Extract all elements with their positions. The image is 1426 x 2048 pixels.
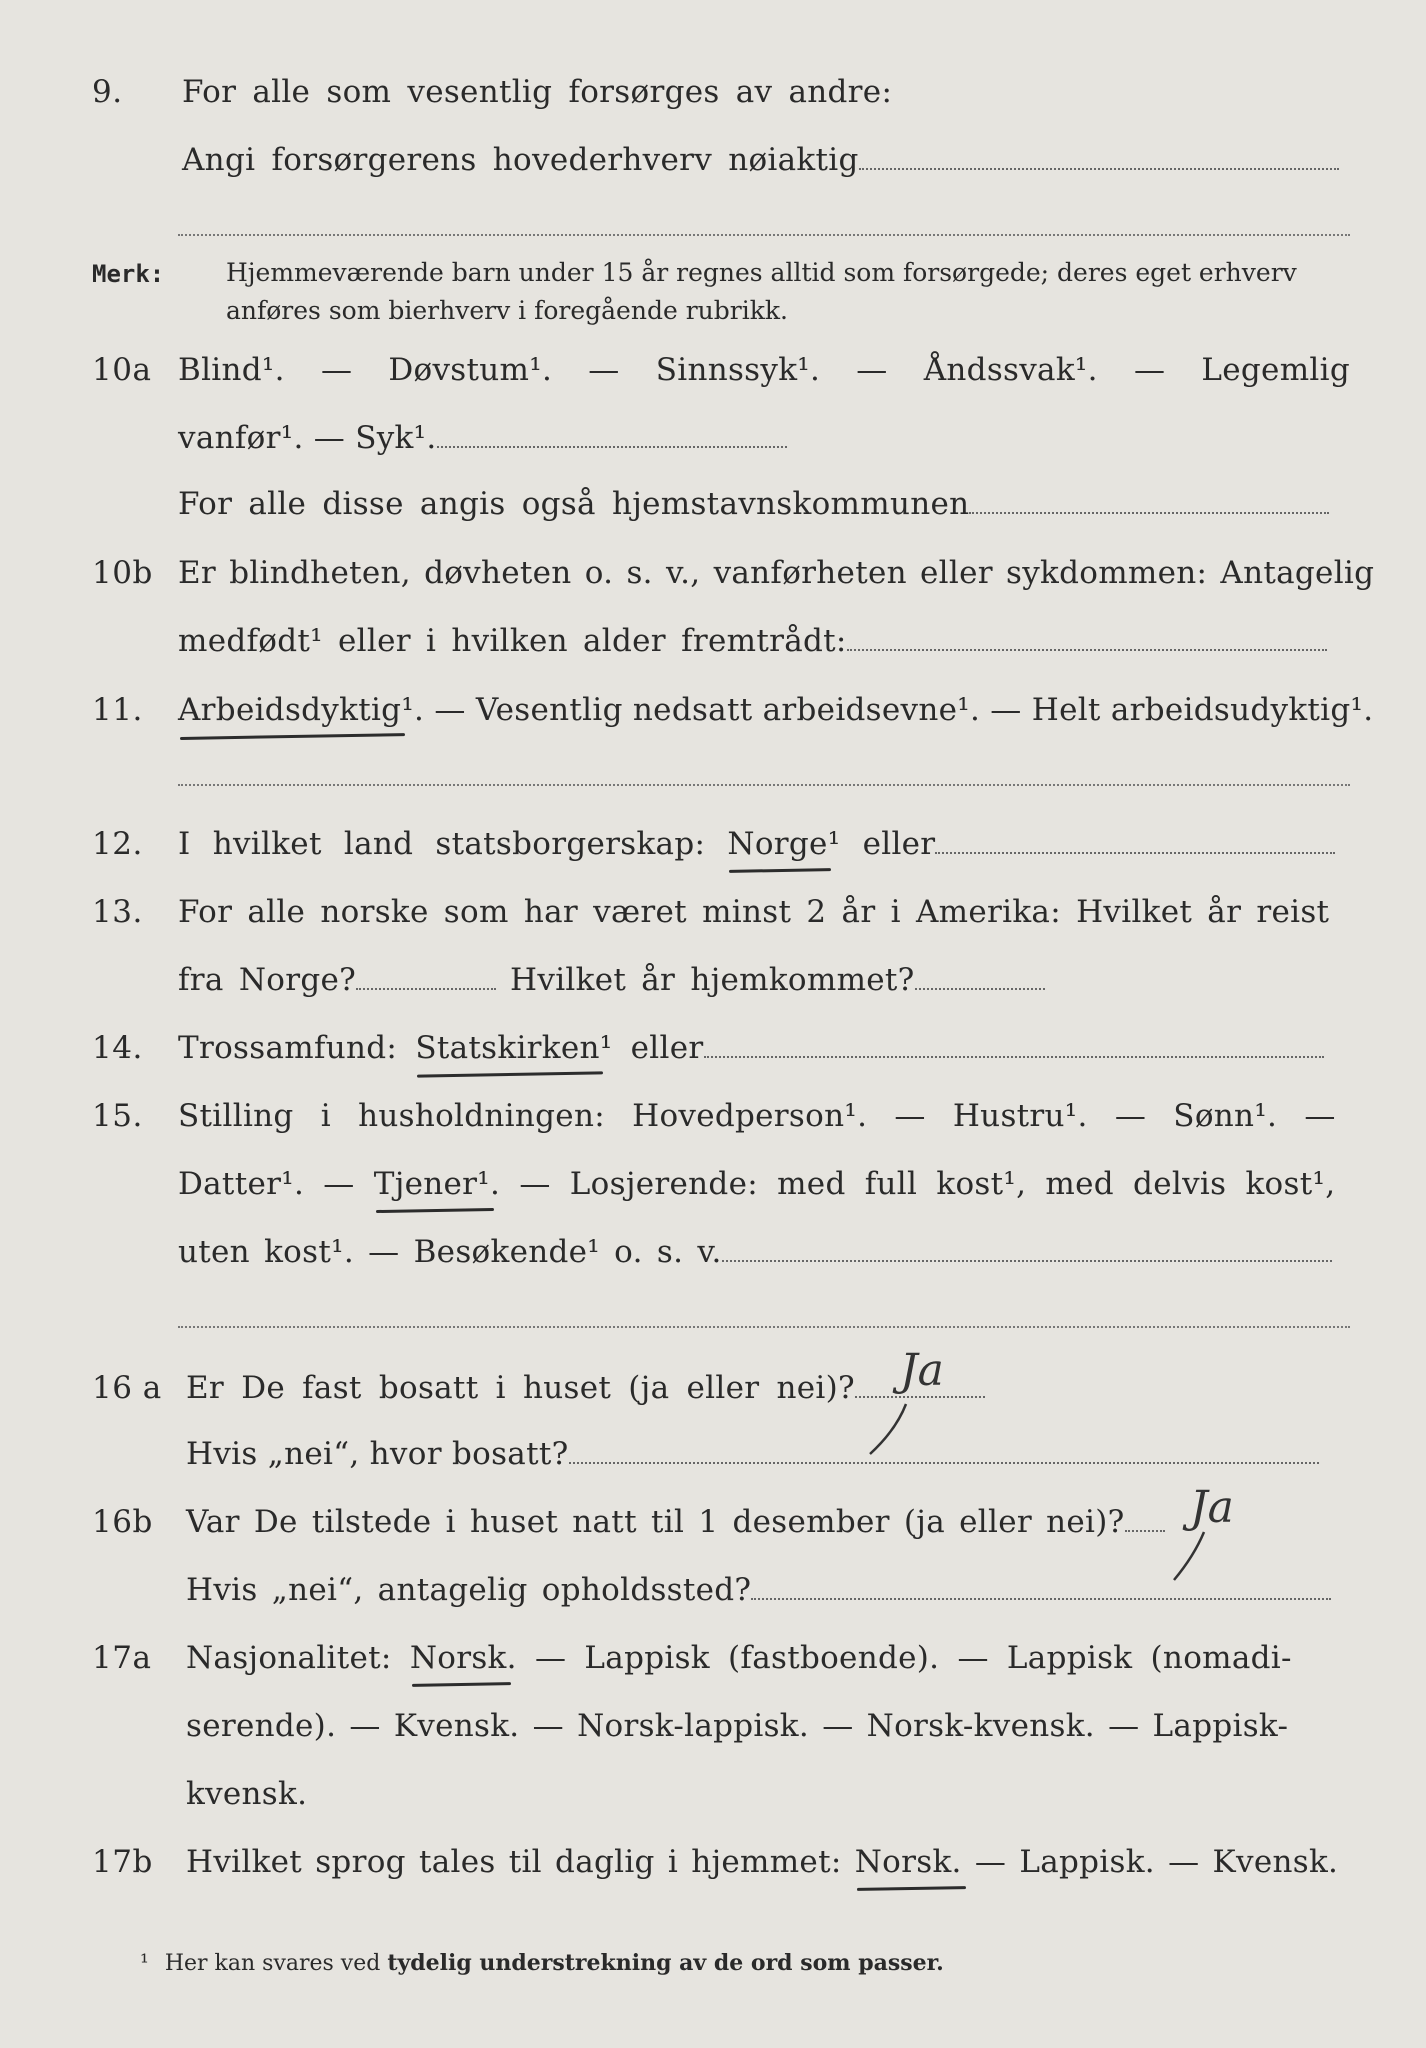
question-10b-line-2 bbox=[178, 623, 1327, 659]
question-10a-line-1 bbox=[178, 352, 1350, 388]
sprog-label: Hvilket sprog tales til daglig i hjemmet: bbox=[186, 1844, 842, 1880]
nasjonalitet-options: . — Lappisk (fastboende). — Lappisk (nomadi- bbox=[506, 1640, 1292, 1676]
alder-label: medfødt¹ eller i hvilken alder fremtrådt: bbox=[178, 623, 847, 659]
nasjonalitet-label: Nasjonalitet: bbox=[186, 1640, 392, 1676]
answer-line[interactable] bbox=[859, 167, 1339, 170]
question-10a-line-3 bbox=[178, 486, 1329, 522]
question-number: 9. bbox=[92, 74, 123, 110]
handwritten-answer-ja: Ja bbox=[1190, 1482, 1234, 1533]
answer-line[interactable] bbox=[751, 1597, 1331, 1600]
hjemkommet-label: Hvilket år hjemkommet? bbox=[510, 962, 915, 998]
footnote-bold-text: tydelig understrekning av de ord som passer. bbox=[387, 1950, 944, 1976]
losjerende-options: . — Losjerende: med full kost¹, med delvis kost¹, bbox=[490, 1166, 1336, 1202]
question-16b-line-2 bbox=[186, 1572, 1331, 1608]
question-14-label: Trossamfund: bbox=[178, 1030, 398, 1066]
question-number: 10b bbox=[92, 555, 153, 591]
question-10a-line-2 bbox=[178, 420, 787, 456]
question-number: 11. bbox=[92, 692, 143, 728]
tilstede-label: Var De tilstede i huset natt til 1 desember (ja eller nei)? bbox=[186, 1504, 1125, 1540]
dash: — bbox=[320, 352, 353, 388]
question-12-label: I hvilket land statsborgerskap: bbox=[178, 826, 706, 862]
option-blind: Blind¹. bbox=[178, 352, 285, 388]
answer-line[interactable] bbox=[437, 445, 787, 448]
option-legemlig: Legemlig bbox=[1201, 352, 1350, 388]
answer-underlined-arbeidsdyktig[interactable]: Arbeidsdyktig bbox=[178, 692, 402, 728]
footnote-text: Her kan svares ved bbox=[164, 1951, 381, 1976]
answer-line[interactable] bbox=[847, 648, 1327, 651]
question-number: 13. bbox=[92, 894, 143, 930]
question-number: 10a bbox=[92, 352, 152, 388]
question-12-line bbox=[178, 826, 1335, 862]
question-15-line-3 bbox=[178, 1234, 1332, 1270]
question-13-line-1: For alle norske som har været minst 2 år i Amerika: Hvilket år reist bbox=[178, 894, 1330, 930]
question-17a-line-1 bbox=[186, 1640, 1292, 1676]
question-13-line-2 bbox=[178, 962, 1045, 998]
option-andssvak: Åndssvak¹. bbox=[923, 352, 1098, 388]
question-number: 15. bbox=[92, 1098, 143, 1134]
answer-line[interactable] bbox=[915, 987, 1045, 990]
option-datter: Datter¹. — bbox=[178, 1166, 355, 1202]
answer-underlined-tjener[interactable]: Tjener¹ bbox=[373, 1166, 491, 1202]
sprog-options: — Lappisk. — Kvensk. bbox=[974, 1844, 1339, 1880]
answer-underlined-norge[interactable]: Norge bbox=[727, 826, 828, 862]
question-17b-line bbox=[186, 1844, 1338, 1880]
question-16a-line-2 bbox=[186, 1436, 1319, 1472]
answer-line[interactable] bbox=[969, 511, 1329, 514]
question-number: 17b bbox=[92, 1844, 153, 1880]
dash: — bbox=[588, 352, 620, 388]
footnote-mark: ¹ bbox=[140, 1951, 149, 1976]
besokende-options: uten kost¹. — Besøkende¹ o. s. v. bbox=[178, 1234, 722, 1270]
answer-line[interactable] bbox=[935, 851, 1335, 854]
hjemstavn-label: For alle disse angis også hjemstavnskommunen bbox=[178, 486, 970, 522]
handwritten-answer-ja: Ja bbox=[900, 1345, 944, 1396]
question-10b-line-1: Er blindheten, døvheten o. s. v., vanførheten eller sykdommen: Antagelig bbox=[178, 555, 1375, 591]
answer-line[interactable] bbox=[356, 987, 496, 990]
dash: — bbox=[856, 352, 888, 388]
reist-label: fra Norge? bbox=[178, 962, 357, 998]
answer-line[interactable] bbox=[178, 784, 1350, 786]
answer-underlined-norsk[interactable]: Norsk bbox=[409, 1640, 507, 1676]
footnote bbox=[140, 1950, 944, 1976]
question-9-line-2 bbox=[182, 142, 1339, 178]
question-11-options: ¹. — Vesentlig nedsatt arbeidsevne¹. — Helt arbeidsudyktig¹. bbox=[401, 692, 1374, 728]
question-number: 14. bbox=[92, 1030, 143, 1066]
question-number: 16 a bbox=[92, 1370, 162, 1406]
question-14-line bbox=[178, 1030, 1324, 1066]
option-vanfor-syk: vanfør¹. — Syk¹. bbox=[178, 420, 437, 456]
dash: — bbox=[1133, 352, 1166, 388]
question-11-line bbox=[178, 692, 1373, 728]
answer-underlined-statskirken[interactable]: Statskirken bbox=[415, 1030, 600, 1066]
answer-underlined-norsk[interactable]: Norsk. bbox=[854, 1844, 962, 1880]
question-15-line-2 bbox=[178, 1166, 1335, 1202]
answer-line[interactable] bbox=[722, 1259, 1332, 1262]
question-15-line-1: Stilling i husholdningen: Hovedperson¹. — Hustru¹. — Sønn¹. — bbox=[178, 1098, 1336, 1134]
question-number: 12. bbox=[92, 826, 143, 862]
option-sinnssyk: Sinnssyk¹. bbox=[655, 352, 821, 388]
question-number: 17a bbox=[92, 1640, 152, 1676]
question-16b-line-1 bbox=[186, 1504, 1165, 1540]
note-line-2: anføres som bierhverv i foregående rubrikk. bbox=[226, 296, 788, 325]
question-17a-line-2: serende). — Kvensk. — Norsk-lappisk. — Norsk-kvensk. — Lappisk- bbox=[186, 1708, 1289, 1744]
question-number: 16b bbox=[92, 1504, 153, 1540]
hvor-bosatt-label: Hvis „nei“, hvor bosatt? bbox=[186, 1436, 569, 1472]
answer-line[interactable] bbox=[178, 1326, 1350, 1328]
note-line-1: Hjemmeværende barn under 15 år regnes alltid som forsørgede; deres eget erhverv bbox=[226, 258, 1297, 287]
bosatt-label: Er De fast bosatt i huset (ja eller nei)? bbox=[186, 1370, 855, 1406]
opholdssted-label: Hvis „nei“, antagelig opholdssted? bbox=[186, 1572, 752, 1608]
question-17a-line-3: kvensk. bbox=[186, 1776, 308, 1812]
question-9-line-1: For alle som vesentlig forsørges av andre: bbox=[182, 74, 893, 110]
question-12-eller: ¹ eller bbox=[827, 826, 936, 862]
option-dovstum: Døvstum¹. bbox=[388, 352, 553, 388]
answer-line[interactable] bbox=[704, 1055, 1324, 1058]
answer-line[interactable] bbox=[569, 1461, 1319, 1464]
note-label: Merk: bbox=[92, 260, 165, 288]
answer-line[interactable] bbox=[1125, 1529, 1165, 1532]
question-9-label: Angi forsørgerens hovederhverv nøiaktig bbox=[182, 142, 859, 178]
question-14-eller: ¹ eller bbox=[599, 1030, 704, 1066]
answer-line[interactable] bbox=[178, 234, 1350, 236]
